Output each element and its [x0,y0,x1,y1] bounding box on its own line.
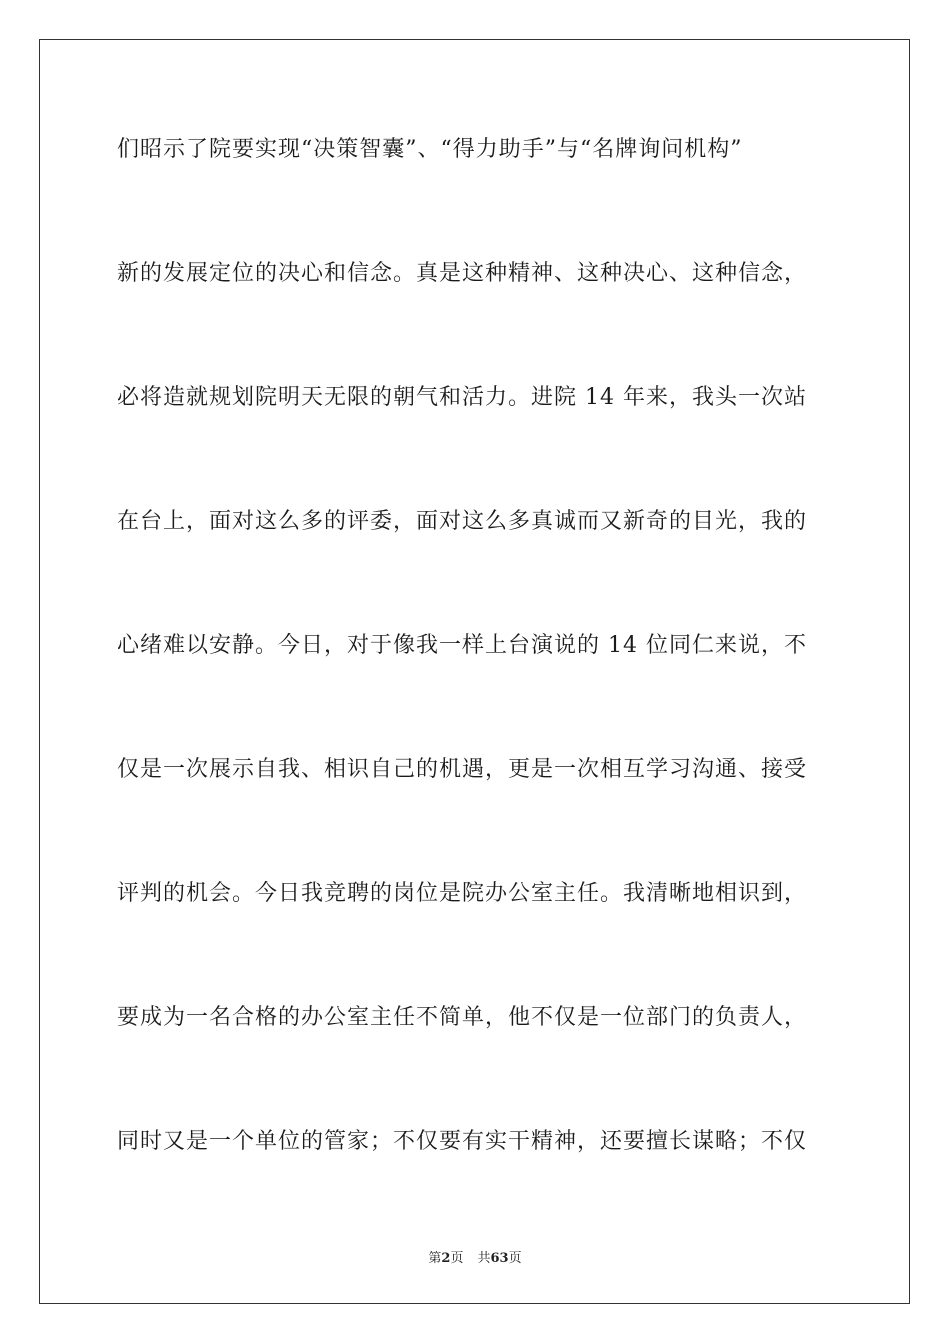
text-line: 要成为一名合格的办公室主任不简单，他不仅是一位部门的负责人， [117,1005,808,1030]
text-line: 新的发展定位的决心和信念。真是这种精神、这种决心、这种信念， [117,261,808,286]
page-number: 2 [441,1251,451,1266]
text-line: 必将造就规划院明天无限的朝气和活力。进院 14 年来，我头一次站 [117,385,807,410]
text-line: 同时又是一个单位的管家；不仅要有实干精神，还要擅长谋略；不仅 [117,1129,808,1154]
text-line: 评判的机会。今日我竞聘的岗位是院办公室主任。我清晰地相识到， [117,881,808,906]
text-line: 仅是一次展示自我、相识自己的机遇，更是一次相互学习沟通、接受 [117,757,808,782]
text-line: 心绪难以安静。今日，对于像我一样上台演说的 14 位同仁来说，不 [117,633,807,658]
total-suffix: 页 [508,1251,522,1266]
total-prefix: 共 [477,1251,491,1266]
page-suffix: 页 [450,1251,464,1266]
text-line: 在台上，面对这么多的评委，面对这么多真诚而又新奇的目光，我的 [117,509,808,534]
page-footer [0,1247,950,1266]
document-body [117,128,837,1244]
text-line: 们昭示了院要实现“决策智囊”、“得力助手”与“名牌询问机构” [117,137,743,162]
page-prefix: 第 [428,1251,442,1266]
total-pages: 63 [490,1251,509,1266]
